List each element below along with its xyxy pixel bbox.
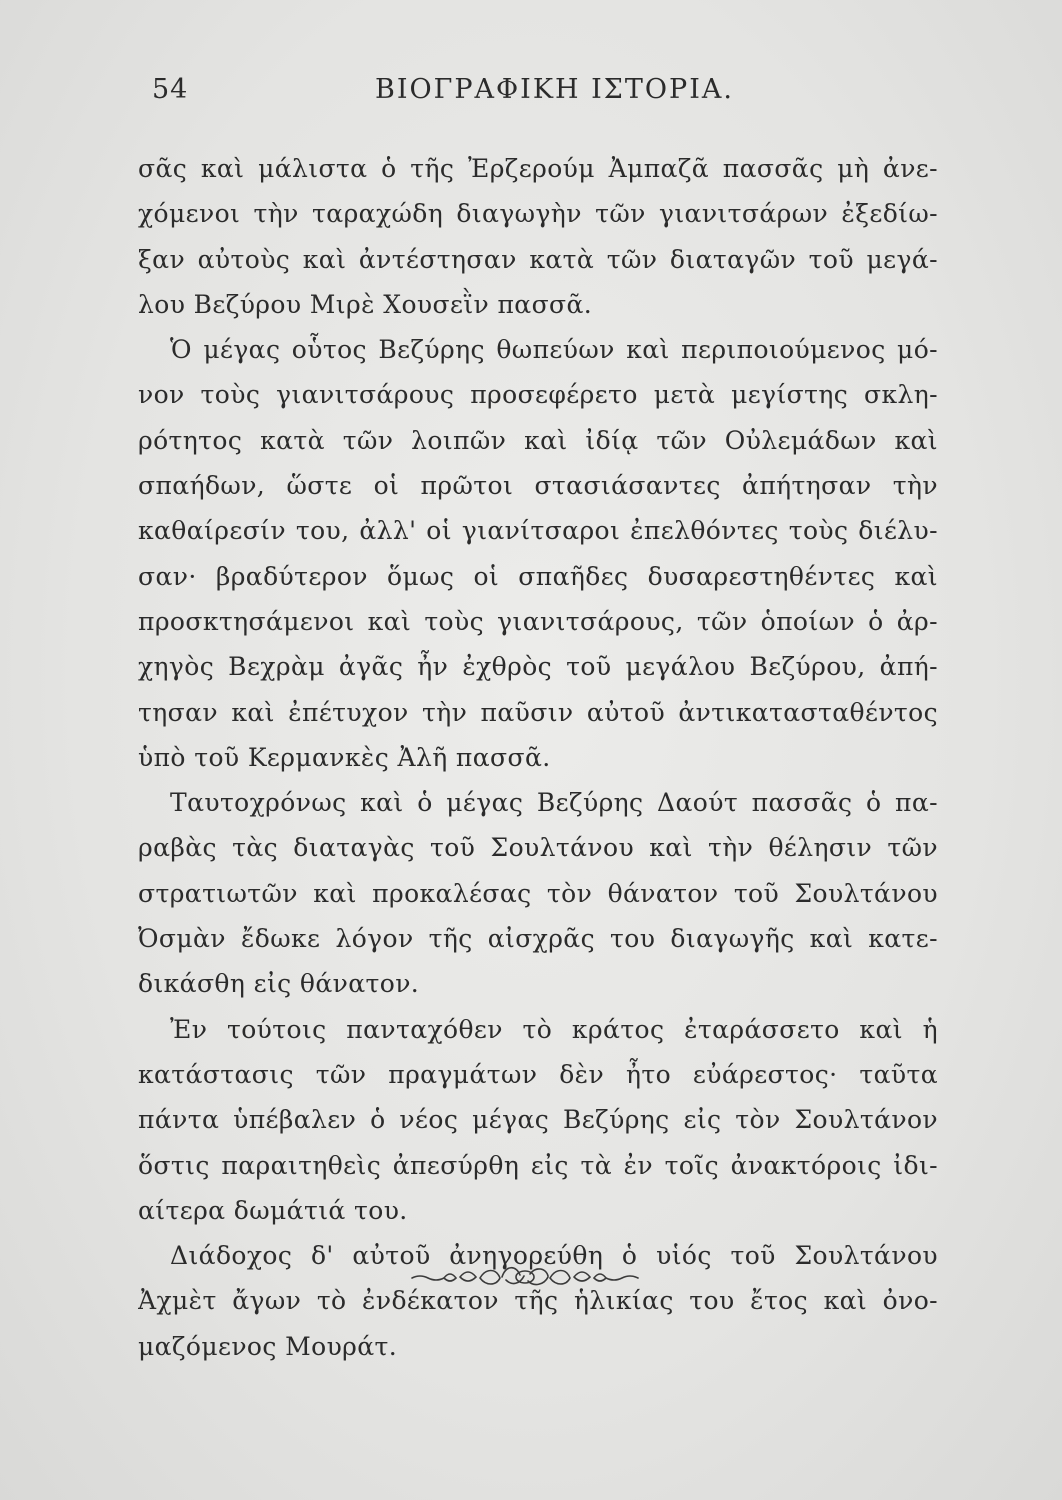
text-line: στρατιωτῶν καὶ προκαλέσας τὸν θάνατον τοῦ Σουλτάνου <box>138 878 938 908</box>
text-line: τησαν καὶ ἐπέτυχον τὴν παῦσιν αὐτοῦ ἀντικατασταθέντος <box>138 697 938 727</box>
text-line: νον τοὺς γιανιτσάρους προσεφέρετο μετὰ μεγίστης σκλη- <box>138 380 938 410</box>
text-line: Ὀσμὰν ἔδωκε λόγον τῆς αἰσχρᾶς του διαγωγῆς καὶ κατε- <box>138 924 938 954</box>
text-line: ρότητος κατὰ τῶν λοιπῶν καὶ ἰδίᾳ τῶν Οὐλεμάδων καὶ <box>138 425 938 455</box>
text-line: προσκτησάμενοι καὶ τοὺς γιανιτσάρους, τῶν ὁποίων ὁ ἀρ- <box>138 606 938 636</box>
page-number: 54 <box>152 74 189 105</box>
tailpiece-ornament-icon <box>410 1262 640 1292</box>
text-line: σπαήδων, ὥστε οἱ πρῶτοι στασιάσαντες ἀπήτησαν τὴν <box>138 471 938 501</box>
text-line: κατάστασις τῶν πραγμάτων δὲν ἦτο εὐάρεστος· ταῦτα <box>138 1059 938 1089</box>
paragraph-start-line: Ταυτοχρόνως καὶ ὁ μέγας Βεζύρης Δαούτ πασσᾶς ὁ πα- <box>170 788 938 818</box>
text-line: χηγὸς Βεχρὰμ ἀγᾶς ἦν ἐχθρὸς τοῦ μεγάλου Βεζύρου, ἀπή- <box>138 652 938 682</box>
text-line: Ἀχμὲτ ἄγων τὸ ἐνδέκατον τῆς ἡλικίας του ἔτος καὶ ὀνο- <box>138 1286 938 1316</box>
text-line: λου Βεζύρου Μιρὲ Χουσεῒν πασσᾶ. <box>138 289 593 319</box>
body-text <box>138 146 938 1369</box>
text-line: ξαν αὐτοὺς καὶ ἀντέστησαν κατὰ τῶν διαταγῶν τοῦ μεγά- <box>138 244 938 274</box>
text-line: ὑπὸ τοῦ Κερμανκὲς Ἀλῆ πασσᾶ. <box>138 742 551 772</box>
text-line: καθαίρεσίν του, ἀλλ' οἱ γιανίτσαροι ἐπελθόντες τοὺς διέλυ- <box>138 516 938 546</box>
text-line: ὅστις παραιτηθεὶς ἀπεσύρθη εἰς τὰ ἐν τοῖς ἀνακτόροις ἰδι- <box>138 1150 938 1180</box>
paragraph-start-line: Διάδοχος δ' αὐτοῦ ἀνηγορεύθη ὁ υἱός τοῦ Σουλτάνου <box>170 1241 938 1271</box>
text-line: σᾶς καὶ μάλιστα ὁ τῆς Ἐρζερούμ Ἀμπαζᾶ πασσᾶς μὴ ἀνε- <box>138 154 938 183</box>
running-title: ΒΙΟΓΡΑΦΙΚΗ ΙΣΤΟΡΙΑ. <box>375 74 734 105</box>
text-line: δικάσθη εἰς θάνατον. <box>138 969 420 999</box>
text-line: μαζόμενος Μουράτ. <box>138 1331 398 1361</box>
paragraph-start-line: Ἐν τούτοις πανταχόθεν τὸ κράτος ἐταράσσετο καὶ ἡ <box>170 1014 938 1044</box>
text-line: ραβὰς τὰς διαταγὰς τοῦ Σουλτάνου καὶ τὴν θέλησιν τῶν <box>138 833 938 863</box>
text-line: χόμενοι τὴν ταραχώδη διαγωγὴν τῶν γιανιτσάρων ἐξεδίω- <box>138 199 938 229</box>
text-line: σαν· βραδύτερον ὅμως οἱ σπαῆδες δυσαρεστηθέντες καὶ <box>138 561 938 591</box>
text-line: αίτερα δωμάτιά του. <box>138 1195 408 1225</box>
paragraph-start-line: Ὁ μέγας οὗτος Βεζύρης θωπεύων καὶ περιποιούμενος μό- <box>170 335 938 365</box>
page-header <box>140 74 940 114</box>
text-line: πάντα ὑπέβαλεν ὁ νέος μέγας Βεζύρης εἰς τὸν Σουλτάνον <box>138 1105 938 1135</box>
